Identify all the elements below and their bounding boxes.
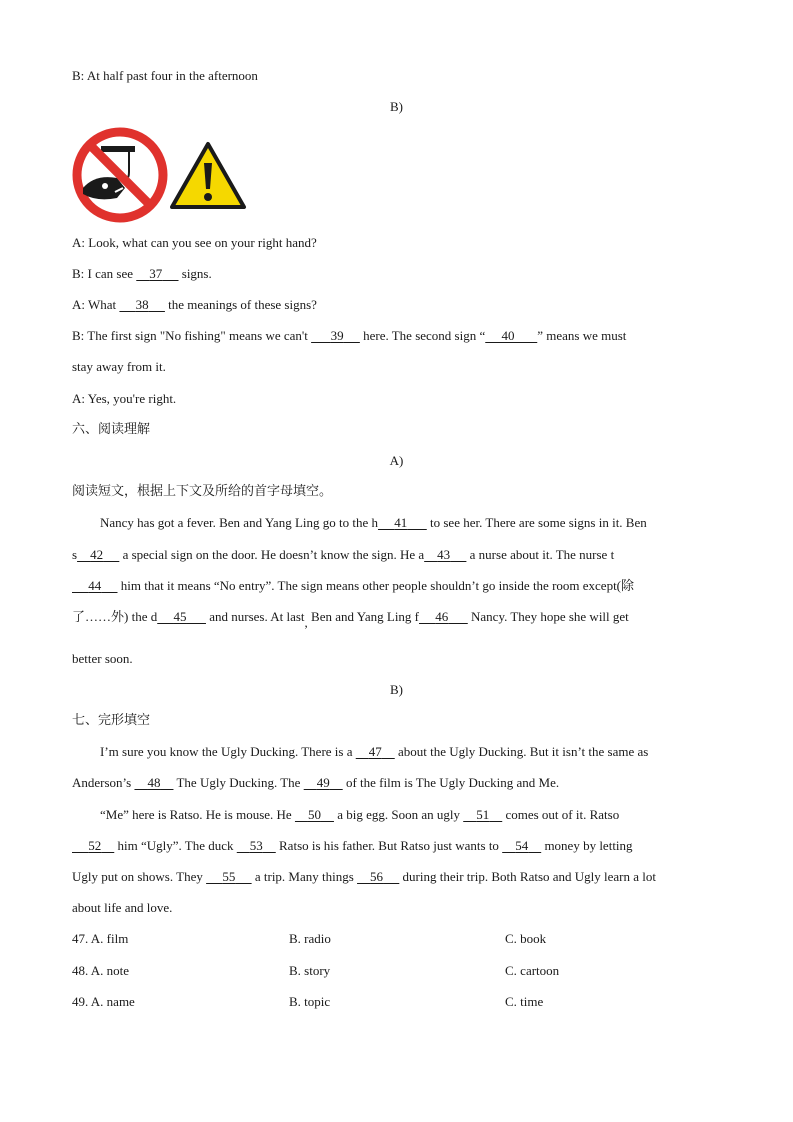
text: here. The second sign “: [359, 328, 486, 343]
text: to see her. There are some signs in it. Ben: [426, 515, 647, 530]
blank-number: 45: [173, 609, 187, 624]
blank-53[interactable]: [237, 838, 276, 853]
text: a nurse about it. The nurse t: [466, 547, 615, 562]
dialogue-line: stay away from it.: [72, 359, 166, 374]
section-heading: 七、完形填空: [72, 713, 151, 728]
text: of the film is The Ugly Ducking and Me.: [342, 775, 560, 790]
text: ,: [304, 615, 308, 630]
passage-line: [100, 807, 619, 823]
dialogue-line: [72, 266, 212, 282]
blank-48[interactable]: [134, 775, 173, 790]
passage-line: [100, 515, 647, 531]
blank-number: 44: [88, 578, 102, 593]
blank-number: 37: [149, 266, 163, 281]
passage-line: better soon.: [72, 651, 133, 666]
blank-44[interactable]: [72, 578, 118, 593]
dialogue-line: B: At half past four in the afternoon: [72, 68, 258, 83]
passage-line: [72, 775, 559, 791]
section-label: B): [390, 682, 403, 697]
text: ” means we must: [537, 328, 627, 343]
dialogue-line: A: Yes, you're right.: [72, 391, 177, 406]
blank-number: 55: [222, 869, 236, 884]
text: Ben and Yang Ling f: [307, 609, 420, 624]
dialogue-line: [72, 328, 626, 344]
text: s: [72, 547, 78, 562]
text: a big egg. Soon an ugly: [333, 807, 464, 822]
text: “Me” here is Ratso. He is mouse. He: [100, 807, 295, 822]
option-c: C. time: [505, 994, 544, 1009]
blank-number: 40: [501, 328, 515, 343]
instruction: 阅读短文，根据上下文及所给的首字母填空。: [72, 484, 333, 499]
section-label: B): [390, 99, 403, 114]
blank-54[interactable]: [502, 838, 541, 853]
passage-line: [72, 869, 656, 885]
text: The Ugly Ducking. The: [173, 775, 304, 790]
blank-number: 38: [135, 297, 149, 312]
blank-number: 42: [90, 547, 104, 562]
text: B: The first sign "No fishing" means we can't: [72, 328, 312, 343]
text: Nancy has got a fever. Ben and Yang Ling go to the h: [100, 515, 379, 530]
option-a: 47. A. film: [72, 931, 129, 946]
text: Nancy. They hope she will get: [467, 609, 629, 624]
text: B: I can see: [72, 266, 137, 281]
dialogue-line: [72, 297, 317, 313]
text: a trip. Many things: [251, 869, 358, 884]
blank-number: 52: [88, 838, 102, 853]
blank-49[interactable]: [304, 775, 343, 790]
blank-number: 50: [307, 807, 321, 822]
blank-number: 46: [435, 609, 449, 624]
option-c: C. cartoon: [505, 963, 560, 978]
blank-43[interactable]: [424, 547, 466, 562]
blank-56[interactable]: [357, 869, 399, 884]
blank-number: 48: [147, 775, 161, 790]
blank-41[interactable]: [378, 515, 427, 530]
passage-line: [72, 547, 614, 563]
text: during their trip. Both Ratso and Ugly learn a lot: [399, 869, 657, 884]
blank-number: 56: [370, 869, 384, 884]
text: a special sign on the door. He doesn’t know the sign. He a: [119, 547, 425, 562]
blank-number: 41: [394, 515, 408, 530]
option-b: B. story: [289, 963, 331, 978]
blank-47[interactable]: [356, 744, 395, 759]
section-heading: 六、阅读理解: [72, 422, 151, 437]
blank-55[interactable]: [206, 869, 252, 884]
blank-number: 53: [249, 838, 263, 853]
passage-line: about life and love.: [72, 900, 173, 915]
dialogue-line: A: Look, what can you see on your right hand?: [72, 235, 317, 250]
no-fishing-sign-icon: [71, 126, 169, 224]
text: money by letting: [541, 838, 633, 853]
blank-38[interactable]: [119, 297, 165, 312]
blank-number: 47: [368, 744, 382, 759]
passage-line: [72, 838, 633, 854]
blank-52[interactable]: [72, 838, 114, 853]
option-c: C. book: [505, 931, 547, 946]
text: A: What: [72, 297, 120, 312]
text: signs.: [178, 266, 212, 281]
warning-sign-icon: [169, 141, 247, 211]
passage-line: [100, 744, 648, 760]
text: I’m sure you know the Ugly Ducking. There is a: [100, 744, 356, 759]
text: Ugly put on shows. They: [72, 869, 207, 884]
option-a: 49. A. name: [72, 994, 135, 1009]
blank-number: 49: [316, 775, 330, 790]
text: him “Ugly”. The duck: [114, 838, 237, 853]
option-b: B. topic: [289, 994, 331, 1009]
blank-39[interactable]: [311, 328, 360, 343]
text: 了……外) the d: [72, 609, 158, 624]
text: about the Ugly Ducking. But it isn’t the same as: [394, 744, 649, 759]
text: the meanings of these signs?: [164, 297, 317, 312]
text: comes out of it. Ratso: [502, 807, 620, 822]
option-b: B. radio: [289, 931, 331, 946]
passage-line: [72, 578, 634, 594]
text: him that it means “No entry”. The sign means other people shouldn’t go inside the room except(除: [117, 578, 635, 593]
text: Anderson’s: [72, 775, 135, 790]
option-a: 48. A. note: [72, 963, 130, 978]
blank-45[interactable]: [157, 609, 206, 624]
blank-42[interactable]: [77, 547, 119, 562]
blank-46[interactable]: [419, 609, 468, 624]
blank-number: 51: [476, 807, 490, 822]
passage-line: [72, 609, 629, 630]
blank-50[interactable]: [295, 807, 334, 822]
text: and nurses. At last: [205, 609, 305, 624]
section-label: A): [389, 453, 404, 468]
blank-51[interactable]: [463, 807, 502, 822]
blank-number: 54: [515, 838, 529, 853]
blank-number: 43: [437, 547, 451, 562]
text: Ratso is his father. But Ratso just wants to: [275, 838, 503, 853]
blank-number: 39: [330, 328, 344, 343]
blank-40[interactable]: [485, 328, 537, 343]
blank-37[interactable]: [136, 266, 178, 281]
